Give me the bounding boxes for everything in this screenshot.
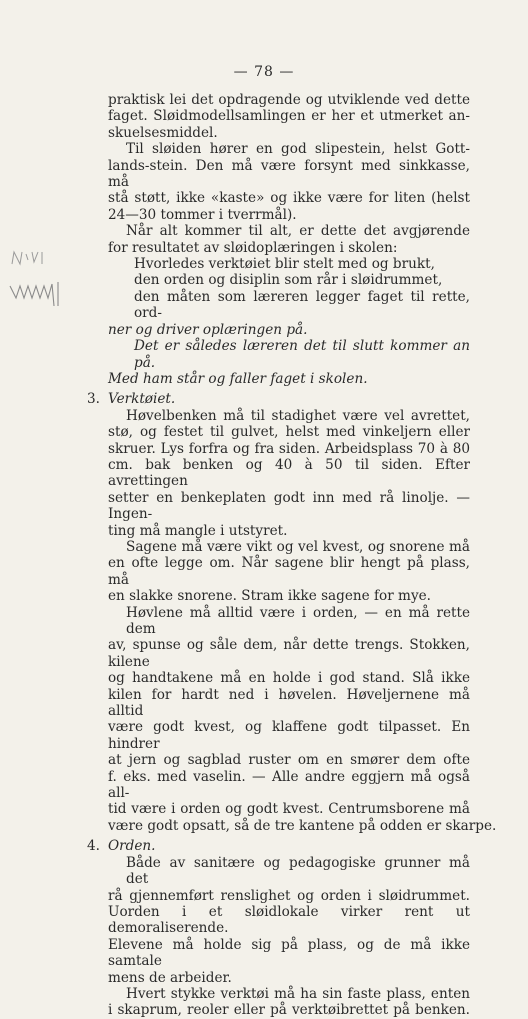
text-line: Høvlene må alltid være i orden, — en må rette dem (126, 604, 470, 637)
text-line: Hvert stykke verktøi må ha sin faste plass, enten (126, 985, 470, 1002)
section-number: 4. (87, 838, 100, 855)
text-line: stå støtt, ikke «kaste» og ikke være for liten (helst (108, 190, 470, 207)
text-line: f. eks. med vaselin. — Alle andre eggjern må også all- (108, 768, 470, 802)
text-line: setter en benkeplaten godt inn med rå linolje. — Ingen- (108, 489, 470, 523)
section-number: 3. (87, 391, 100, 408)
text-line: være godt opsatt, så de tre kantene på odden er skarpe. (108, 817, 497, 834)
text-line: den orden og disiplin som rår i sløidrummet, (134, 272, 443, 289)
text-line: og handtakene må en holde i god stand. Slå ikke (108, 670, 470, 687)
text-line: rå gjennemført renslighet og orden i sløidrummet. (108, 887, 470, 904)
text-line: Det er således læreren det til slutt kommer an på. (134, 338, 470, 371)
text-line: Uorden i et sløidlokale virker rent ut demoraliserende. (108, 903, 470, 937)
section-title: Verktøiet. (108, 391, 176, 408)
text-line: lands-stein. Den må være forsynt med sinkkasse, må (108, 157, 470, 191)
handwritten-margin-note (8, 250, 88, 320)
text-line: en slakke snorene. Stram ikke sagene for mye. (108, 588, 431, 605)
text-line: praktisk lei det opdragende og utviklende ved dette (108, 92, 470, 108)
text-line: cm. bak benken og 40 à 50 til siden. Efter avrettingen (108, 456, 470, 490)
text-line: Med ham står og faller faget i skolen. (108, 370, 368, 387)
text-line: stø, og festet til gulvet, helst med vinkeljern eller (108, 424, 470, 441)
text-line: mens de arbeider. (108, 969, 232, 986)
text-line: ner og driver oplæringen på. (108, 321, 308, 338)
text-line: at jern og sagblad ruster om en smører dem ofte (108, 752, 470, 769)
text-line: faget. Sløidmodellsamlingen er her et utmerket an- (108, 108, 470, 125)
text-line: Elevene må holde sig på plass, og de må ikke samtale (108, 936, 470, 970)
text-line: en ofte legge om. Når sagene blir hengt på plass, må (108, 555, 470, 588)
text-line: skuelsesmiddel. (108, 124, 218, 141)
text-line: 24—30 tommer i tverrmål). (108, 206, 297, 223)
section-heading (87, 838, 470, 855)
text-line: Høvelbenken må til stadighet være vel avrettet, (126, 407, 470, 424)
text-line: Når alt kommer til alt, er dette det avgjørende (126, 223, 470, 240)
section-heading (87, 391, 470, 408)
text-line: kilen for hardt ned i høvelen. Høveljernene må alltid (108, 686, 470, 720)
text-line: ting må mangle i utstyret. (108, 522, 288, 539)
text-line: for resultatet av sløidoplæringen i skolen: (108, 239, 398, 256)
text-line: være godt kvest, og klaffene godt tilpasset. En hindrer (108, 719, 470, 752)
text-line: Sagene må være vikt og vel kvest, og snorene må (126, 538, 470, 555)
text-line: Hvorledes verktøiet blir stelt med og brukt, (134, 256, 435, 273)
text-line: Både av sanitære og pedagogiske grunner må det (126, 854, 470, 888)
page-body (87, 92, 497, 1019)
text-line: tid være i orden og godt kvest. Centrumsborene må (108, 801, 470, 818)
section-title: Orden. (108, 838, 156, 855)
text-line: Til sløiden hører en god slipestein, helst Gott- (126, 141, 470, 158)
text-line: den måten som læreren legger faget til rette, ord- (134, 288, 470, 322)
text-line: i skaprum, reoler eller på verktøibrettet på benken. (108, 1002, 470, 1019)
page-number: — 78 — (233, 64, 295, 80)
text-line: skruer. Lys forfra og fra siden. Arbeidsplass 70 à 80 (108, 440, 470, 457)
text-line: av, spunse og såle dem, når dette trengs. Stokken, kilene (108, 637, 470, 670)
